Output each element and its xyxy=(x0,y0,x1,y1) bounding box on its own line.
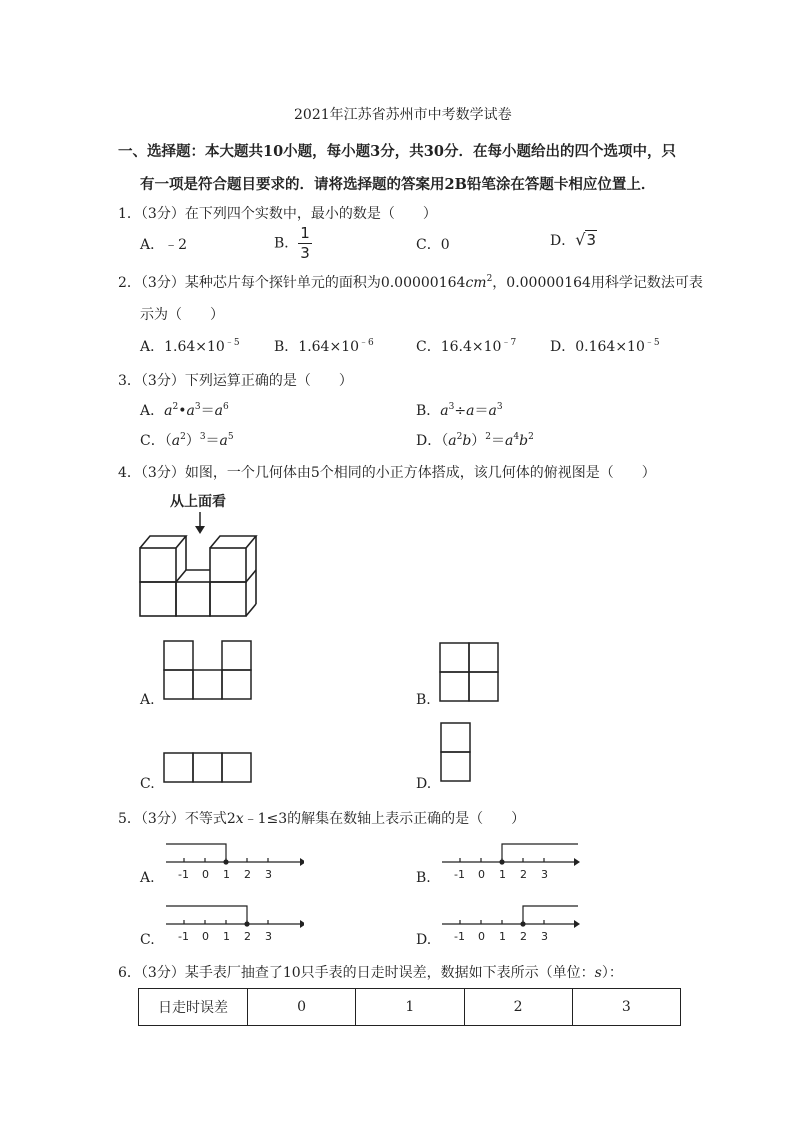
svg-text:0: 0 xyxy=(478,930,485,943)
q4-option-d-figure[interactable] xyxy=(440,722,472,788)
q4-option-b-label[interactable]: B. xyxy=(416,692,431,708)
q2-option-d[interactable]: D．$0.164\times 10^{﹣5}$ xyxy=(550,338,660,355)
q2-option-b[interactable]: B．$1.64\times 10^{﹣6}$ xyxy=(274,338,374,355)
svg-text:1: 1 xyxy=(223,930,230,943)
q4-option-c-figure[interactable] xyxy=(163,752,253,788)
option-value: 0 xyxy=(440,237,450,253)
table-cell: 0 xyxy=(248,989,356,1026)
svg-text:-1: -1 xyxy=(178,868,189,881)
q2-option-c[interactable]: C．$16.4\times 10^{﹣7}$ xyxy=(416,338,517,355)
q3-option-c[interactable]: C．$(a^2)^3=a^5$ xyxy=(140,432,234,449)
question-6-stem: 6．（3分）某手表厂抽查了10只手表的日走时误差，数据如下表所示（单位：s）： xyxy=(118,965,623,981)
page-title: 2021年江苏省苏州市中考数学试卷 xyxy=(294,107,512,123)
question-3-stem: 3．（3分）下列运算正确的是（ ） xyxy=(118,373,353,389)
svg-text:-1: -1 xyxy=(178,930,189,943)
svg-text:2: 2 xyxy=(244,930,251,943)
view-label: 从上面看 xyxy=(170,494,226,510)
table-header-cell: 日走时误差 xyxy=(139,989,248,1026)
option-label: D． xyxy=(550,233,576,249)
table-cell: 1 xyxy=(356,989,464,1026)
q5-option-c-numberline[interactable] xyxy=(164,900,304,950)
q1-option-d[interactable] xyxy=(550,230,597,250)
q5-option-c-label[interactable]: C. xyxy=(140,932,155,948)
error-table xyxy=(138,988,681,1026)
q4-option-d-label[interactable]: D. xyxy=(416,776,432,792)
fraction: $\frac{1}{3}$ xyxy=(300,224,310,262)
svg-text:2: 2 xyxy=(244,868,251,881)
sqrt-symbol: √ xyxy=(575,230,586,249)
svg-text:0: 0 xyxy=(202,868,209,881)
svg-text:0: 0 xyxy=(478,868,485,881)
option-label: C． xyxy=(416,237,441,253)
q5-option-b-label[interactable]: B. xyxy=(416,870,431,886)
q5-option-d-label[interactable]: D. xyxy=(416,932,432,948)
cube-figure-svg xyxy=(136,490,276,620)
q3-option-a[interactable]: A．$a^2•a^3=a^6$ xyxy=(140,402,229,419)
svg-text:-1: -1 xyxy=(454,930,465,943)
svg-text:2: 2 xyxy=(520,868,527,881)
cube-figure xyxy=(136,490,276,624)
q5-option-d-numberline[interactable] xyxy=(440,900,580,950)
question-2-stem-line2: 示为（ ） xyxy=(140,307,224,323)
svg-text:-1: -1 xyxy=(454,868,465,881)
table-cell: 2 xyxy=(464,989,572,1026)
q4-option-a-label[interactable]: A. xyxy=(140,692,155,708)
q1-option-b[interactable] xyxy=(274,226,312,261)
svg-text:0: 0 xyxy=(202,930,209,943)
q5-option-a-numberline[interactable] xyxy=(164,838,304,888)
q4-option-b-figure[interactable] xyxy=(439,642,501,708)
q3-option-b[interactable]: B．$a^3\div a=a^3$ xyxy=(416,402,503,419)
q2-option-a[interactable]: A．$1.64\times 10^{﹣5}$ xyxy=(140,338,240,355)
option-label: A． xyxy=(140,237,165,253)
section-instructions-line1: 一、选择题：本大题共10小题，每小题3分，共30分．在每小题给出的四个选项中，只 xyxy=(118,143,676,160)
svg-text:3: 3 xyxy=(265,868,272,881)
option-label: B． xyxy=(274,235,299,252)
question-5-stem: 5．（3分）不等式2x﹣1≤3的解集在数轴上表示正确的是（ ） xyxy=(118,811,526,827)
q5-option-b-numberline[interactable] xyxy=(440,838,580,888)
table-row xyxy=(139,989,681,1026)
question-2-stem: 2．（3分）某种芯片每个探针单元的面积为$0.00000164cm^2$，0.00000164用科学记数法可表 xyxy=(118,274,703,291)
table-cell: 3 xyxy=(572,989,680,1026)
q1-option-a[interactable] xyxy=(140,234,187,254)
question-4-stem: 4．（3分）如图，一个几何体由5个相同的小正方体搭成，该几何体的俯视图是（ ） xyxy=(118,465,656,481)
q4-option-a-figure[interactable] xyxy=(163,640,253,704)
svg-text:3: 3 xyxy=(541,930,548,943)
svg-text:3: 3 xyxy=(265,930,272,943)
svg-text:1: 1 xyxy=(499,930,506,943)
svg-text:3: 3 xyxy=(541,868,548,881)
svg-text:2: 2 xyxy=(520,930,527,943)
svg-text:1: 1 xyxy=(499,868,506,881)
arrow-down-icon xyxy=(195,526,205,534)
q3-option-d[interactable]: D．$(a^2b)^2=a^4b^2$ xyxy=(416,432,534,449)
q4-option-c-label[interactable]: C. xyxy=(140,776,155,792)
q1-option-c[interactable] xyxy=(416,234,450,254)
svg-text:1: 1 xyxy=(223,868,230,881)
question-1-stem: 1．（3分）在下列四个实数中，最小的数是（ ） xyxy=(118,206,437,222)
q5-option-a-label[interactable]: A. xyxy=(140,870,155,886)
option-value: 3 xyxy=(586,231,596,249)
section-instructions-line2: 有一项是符合题目要求的．请将选择题的答案用2B铅笔涂在答题卡相应位置上． xyxy=(140,176,656,193)
option-value: ﹣2 xyxy=(164,237,188,253)
